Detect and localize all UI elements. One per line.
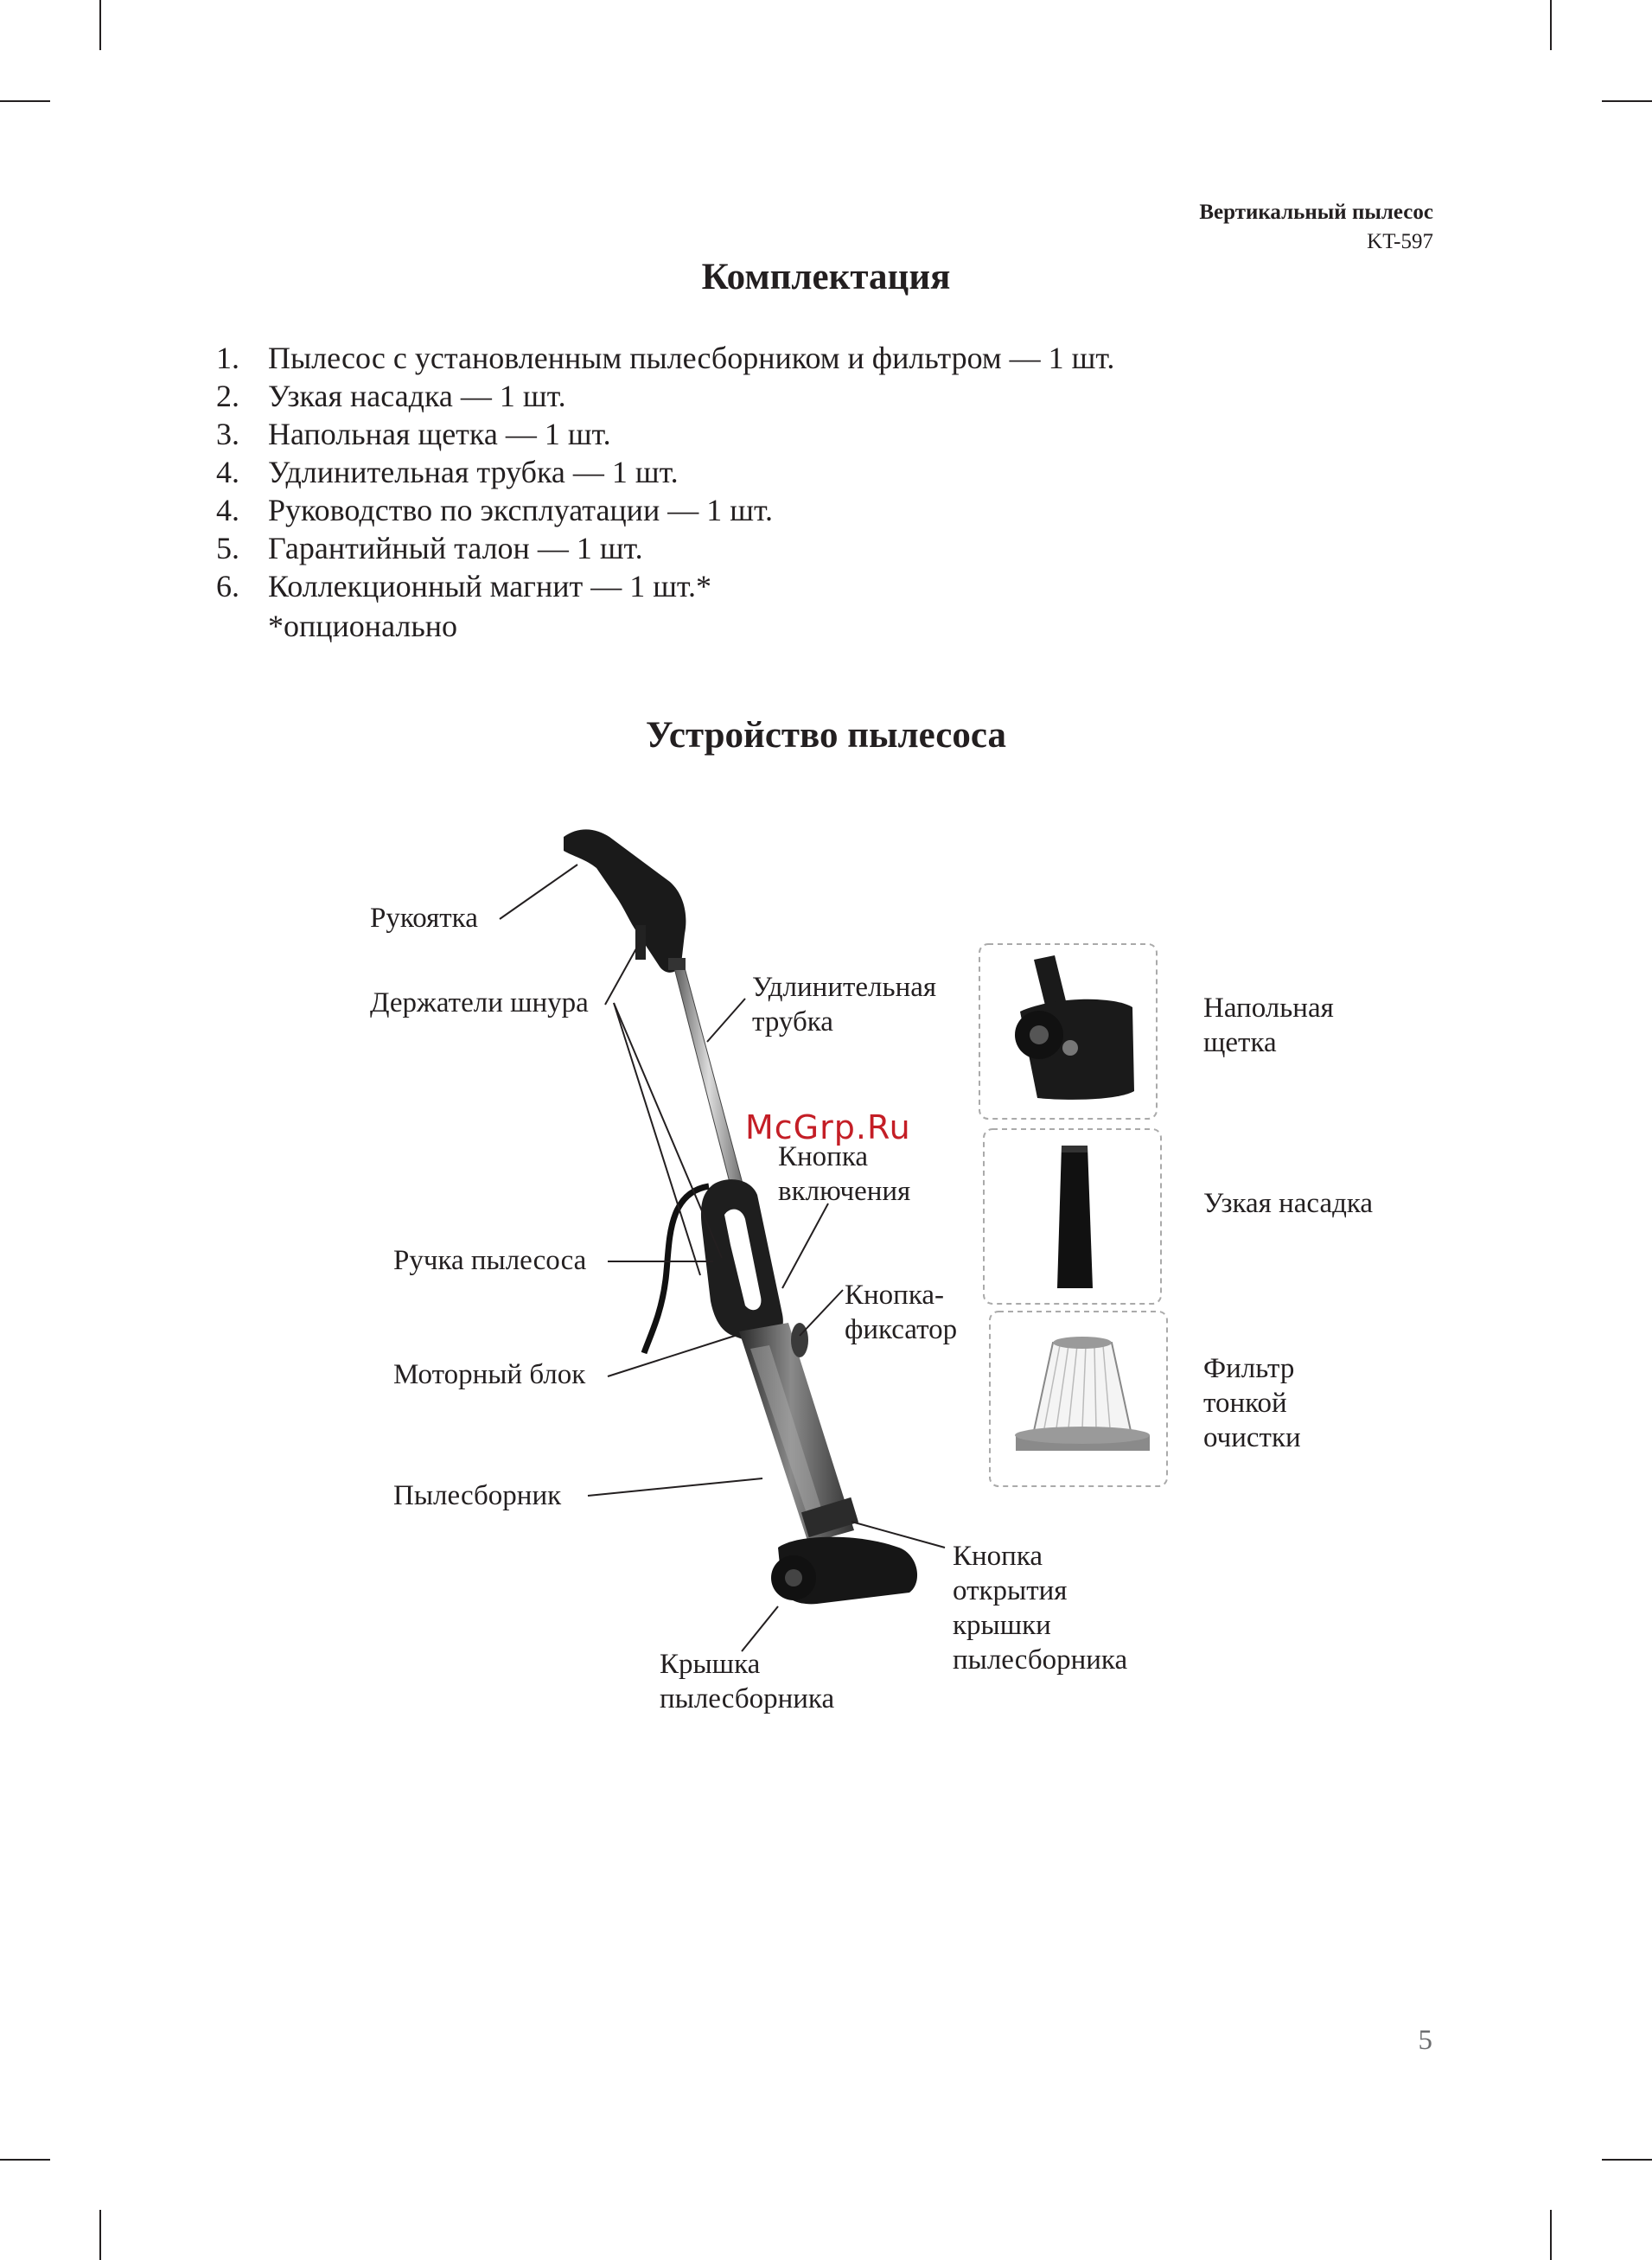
kit-note: *опционально xyxy=(268,609,458,643)
list-item-number: 2. xyxy=(216,379,239,413)
label-line: тонкой xyxy=(1203,1388,1287,1419)
list-item-text: Напольная щетка — 1 шт. xyxy=(268,417,611,451)
list-item-number: 4. xyxy=(216,455,239,489)
label-line: фиксатор xyxy=(845,1314,958,1345)
label-line: очистки xyxy=(1203,1422,1301,1453)
label-line: крышки xyxy=(953,1610,1051,1641)
vacuum-illustration xyxy=(564,829,917,1604)
list-item-number: 4. xyxy=(216,493,239,527)
label-line: включения xyxy=(778,1176,911,1207)
list-item-number: 1. xyxy=(216,341,239,375)
label-line: Напольная xyxy=(1203,993,1334,1024)
section-title-kit: Комплектация xyxy=(701,257,951,297)
label-lock-button xyxy=(845,1278,957,1347)
label-extension-tube xyxy=(752,970,936,1039)
label-line: открытия xyxy=(953,1575,1068,1606)
label-crevice-nozzle: Узкая насадка xyxy=(1203,1188,1374,1219)
filter-image xyxy=(1015,1337,1150,1451)
label-line: Удлинительная xyxy=(752,972,937,1003)
label-line: трубка xyxy=(752,1006,833,1037)
list-item-number: 5. xyxy=(216,531,239,565)
label-motor-unit: Моторный блок xyxy=(393,1359,586,1390)
list-item-text: Гарантийный талон — 1 шт. xyxy=(268,531,643,565)
label-line: Кнопка xyxy=(953,1541,1043,1572)
label-filter xyxy=(1203,1351,1301,1455)
list-item-text: Узкая насадка — 1 шт. xyxy=(268,379,566,413)
list-item-text: Удлинительная трубка — 1 шт. xyxy=(268,455,679,489)
label-power-button xyxy=(778,1140,910,1209)
watermark: McGrp.Ru xyxy=(745,1108,911,1146)
label-cord-holders: Держатели шнура xyxy=(370,987,589,1018)
list-item-number: 3. xyxy=(216,417,239,451)
page-number: 5 xyxy=(1418,2025,1432,2056)
floor-brush-image xyxy=(1015,955,1134,1100)
label-line: пылесборника xyxy=(953,1644,1128,1676)
label-container-lid xyxy=(660,1647,834,1716)
label-lid-button xyxy=(953,1539,1127,1677)
list-item-text: Коллекционный магнит — 1 шт.* xyxy=(268,569,711,603)
header-title: Вертикальный пылесос xyxy=(1199,201,1433,224)
crevice-nozzle-image xyxy=(1057,1146,1093,1288)
label-handle: Рукоятка xyxy=(370,903,478,934)
label-line: Крышка xyxy=(660,1649,761,1680)
list-item-text: Пылесос с установленным пылесборником и фильтром — 1 шт. xyxy=(268,341,1115,375)
label-line: пылесборника xyxy=(660,1683,835,1714)
header-model: KT-597 xyxy=(1367,230,1433,253)
label-vacuum-grip: Ручка пылесоса xyxy=(393,1245,587,1276)
label-floor-brush xyxy=(1203,991,1334,1060)
label-line: щетка xyxy=(1203,1027,1277,1058)
label-line: Кнопка xyxy=(778,1141,869,1172)
section-title-device: Устройство пылесоса xyxy=(645,715,1006,756)
list-item-text: Руководство по эксплуатации — 1 шт. xyxy=(268,493,773,527)
label-dust-container: Пылесборник xyxy=(393,1480,562,1511)
label-line: Фильтр xyxy=(1203,1353,1295,1384)
list-item-number: 6. xyxy=(216,569,239,603)
label-line: Кнопка- xyxy=(845,1280,945,1311)
